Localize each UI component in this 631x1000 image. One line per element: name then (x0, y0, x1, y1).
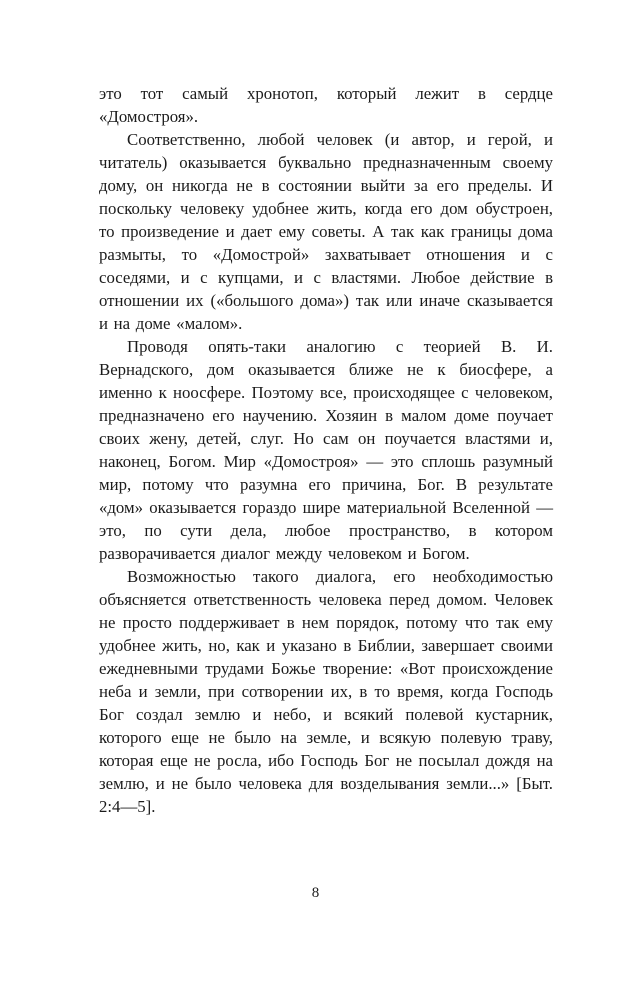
text-block (99, 82, 553, 818)
paragraph-continuation: это тот самый хронотоп, который лежит в сердце «Домостроя». (99, 84, 553, 126)
paragraph: Возможностью такого диалога, его необходимостью объясняется ответственность человека перед домом. Человек не просто поддерживает в нем порядок, потому что так ему удобнее жить, но, как и указано в Библии, завершает своими ежедневными трудами Божье творение: «Вот происхождение неба и земли, при сотворении их, в то время, когда Господь Бог создал землю и небо, и всякий полевой кустарник, которого еще не было на земле, и всякую полевую траву, которая еще не росла, ибо Господь Бог не посылал дождя на землю, и не было человека для возделывания земли...» [Быт. 2:4—5]. (99, 567, 553, 816)
paragraph: Проводя опять-таки аналогию с теорией В. И. Вернадского, дом оказывается ближе не к биосфере, а именно к ноосфере. Поэтому все, происходящее с человеком, предназначено его научению. Хозяин в малом доме поучает своих жену, детей, слуг. Но сам он поучается властями и, наконец, Богом. Мир «Домостроя» — это сплошь разумный мир, потому что разумна его причина, Бог. В результате «дом» оказывается гораздо шире материальной Вселенной — это, по сути дела, любое пространство, в котором разворачивается диалог между человеком и Богом. (99, 337, 553, 563)
page-number: 8 (311, 885, 320, 901)
paragraph: Соответственно, любой человек (и автор, и герой, и читатель) оказывается буквально предназначенным своему дому, он никогда не в состоянии выйти за его пределы. И поскольку человеку удобнее жить, когда его дом обустроен, то произведение и дает ему советы. А так как границы дома размыты, то «Домострой» захватывает отношения и с соседями, и с купцами, и с властями. Любое действие в отношении их («большого дома») так или иначе сказывается и на доме «малом». (99, 130, 553, 333)
